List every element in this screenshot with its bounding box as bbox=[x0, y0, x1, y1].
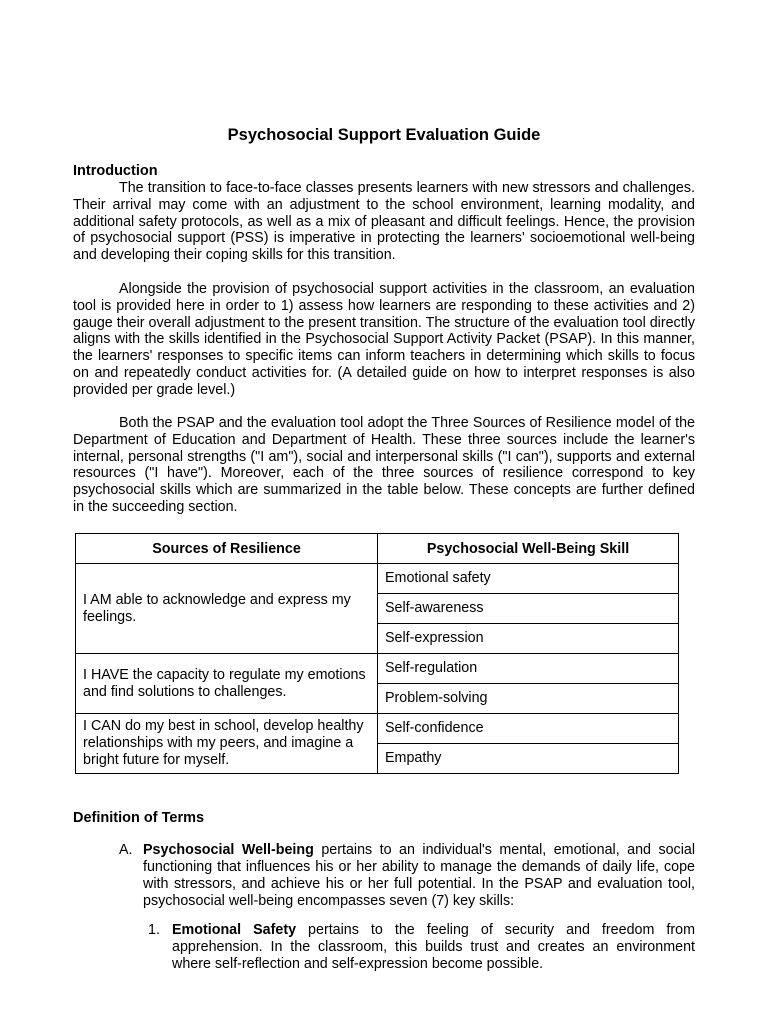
column-header-skills: Psychosocial Well-Being Skill bbox=[378, 534, 679, 564]
table-header-row bbox=[76, 534, 679, 564]
resilience-table bbox=[75, 533, 679, 774]
definition-body bbox=[172, 922, 695, 973]
skill-cell: Problem-solving bbox=[378, 684, 679, 714]
definition-term: Psychosocial Well-being bbox=[143, 842, 314, 858]
skill-cell: Self-confidence bbox=[378, 714, 679, 744]
definition-term: Emotional Safety bbox=[172, 922, 297, 938]
intro-paragraph-2: Alongside the provision of psychosocial support activities in the classroom, an evaluation tool is provided here in order to 1) assess how learners are responding to these activities and 2) gauge their overall adjustment to the present transition. The structure of the evaluation tool directly aligns with the skills identified in the Psychosocial Support Activity Packet (PSAP). In this manner, the learners' responses to specific items can inform teachers in determining which skills to focus on and repeatedly conduct activities for. (A detailed guide on how to interpret responses is also provided per grade level.) bbox=[73, 281, 696, 398]
definition-body bbox=[143, 842, 695, 910]
table-row bbox=[76, 654, 679, 684]
source-i-am: I AM able to acknowledge and express my feelings. bbox=[76, 564, 378, 654]
source-i-can: I CAN do my best in school, develop healthy relationships with my peers, and imagine a bright future for myself. bbox=[76, 714, 378, 774]
skill-cell: Self-regulation bbox=[378, 654, 679, 684]
skill-cell: Self-awareness bbox=[378, 594, 679, 624]
intro-paragraph-1: The transition to face-to-face classes presents learners with new stressors and challenges. Their arrival may come with an adjustment to the school environment, learning modality, and additional safety protocols, as well as a mix of pleasant and difficult feelings. Hence, the provision of psychosocial support (PSS) is imperative in protecting the learners' socioemotional well-being and developing their coping skills for this transition. bbox=[73, 180, 695, 264]
definitions-heading: Definition of Terms bbox=[73, 810, 205, 826]
column-header-sources: Sources of Resilience bbox=[76, 534, 378, 564]
list-marker: A. bbox=[119, 842, 133, 858]
skill-cell: Self-expression bbox=[378, 624, 679, 654]
table-row bbox=[76, 714, 679, 744]
skill-cell: Empathy bbox=[378, 744, 679, 774]
definition-text: pertains to an individual's mental, emotional, and social functioning that influences his or her ability to manage the demands of daily life, cope with stressors, and achieve his or her full potential. In the PSAP and evaluation tool, psychosocial well-being encompasses seven (7) key skills: bbox=[143, 842, 695, 909]
page-title: Psychosocial Support Evaluation Guide bbox=[227, 126, 541, 144]
source-i-have: I HAVE the capacity to regulate my emotions and find solutions to challenges. bbox=[76, 654, 378, 714]
skill-cell: Emotional safety bbox=[378, 564, 679, 594]
intro-paragraph-3: Both the PSAP and the evaluation tool adopt the Three Sources of Resilience model of the Department of Education and Department of Health. These three sources include the learner's internal, personal strengths ("I am"), social and interpersonal skills ("I can"), supports and external resources ("I have"). Moreover, each of the three sources of resilience correspond to key psychosocial skills which are summarized in the table below. These concepts are further defined in the succeeding section. bbox=[73, 415, 695, 515]
definition-text: pertains to the feeling of security and freedom from apprehension. In the classroom, this builds trust and creates an environment where self-reflection and self-expression become possible. bbox=[172, 922, 695, 972]
table-row bbox=[76, 564, 679, 594]
list-marker: 1. bbox=[148, 922, 160, 938]
introduction-heading: Introduction bbox=[73, 163, 158, 179]
